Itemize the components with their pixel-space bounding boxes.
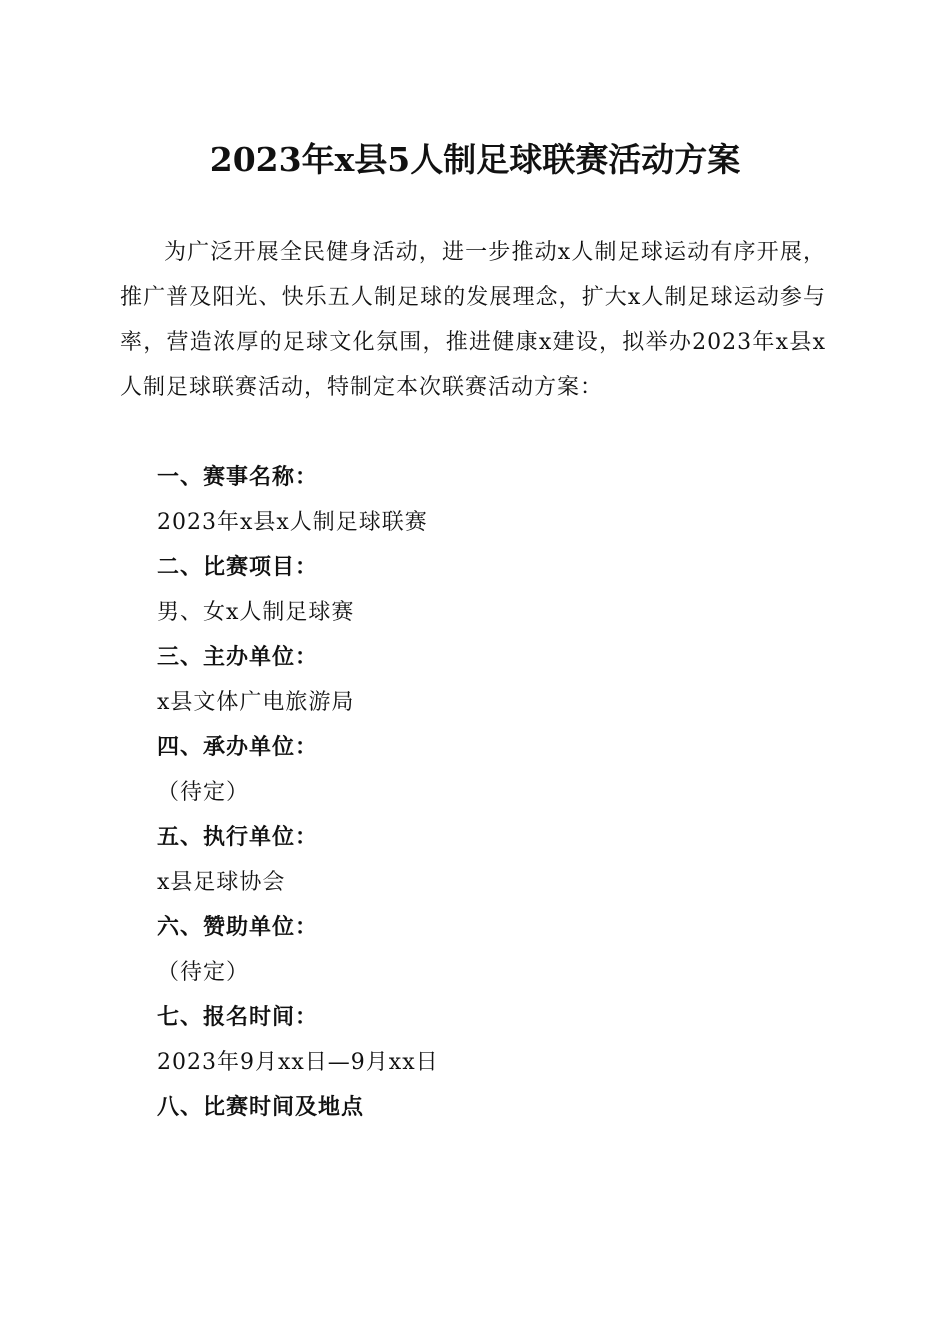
section-body-sponsor: （待定） bbox=[157, 960, 250, 985]
section-heading-event-name: 一、赛事名称： bbox=[157, 465, 319, 490]
section-body-registration-time: 2023年9月xx日—9月xx日 bbox=[157, 1050, 439, 1075]
section-body-undertaker: （待定） bbox=[157, 780, 250, 805]
section-body-events: 男、女x人制足球赛 bbox=[157, 600, 355, 625]
section-heading-registration-time: 七、报名时间： bbox=[157, 1005, 319, 1030]
section-list bbox=[120, 455, 826, 1130]
section-heading-sponsor: 六、赞助单位： bbox=[157, 915, 319, 940]
section-heading-events: 二、比赛项目： bbox=[157, 555, 319, 580]
section-body-executor: x县足球协会 bbox=[157, 870, 286, 895]
section-heading-undertaker: 四、承办单位： bbox=[157, 735, 319, 760]
section-heading-organizer: 三、主办单位： bbox=[157, 645, 319, 670]
section-heading-executor: 五、执行单位： bbox=[157, 825, 319, 850]
section-body-event-name: 2023年x县x人制足球联赛 bbox=[157, 510, 428, 535]
document-title: 2023年x县5人制足球联赛活动方案 bbox=[209, 140, 741, 179]
intro-paragraph: 为广泛开展全民健身活动，进一步推动x人制足球运动有序开展，推广普及阳光、快乐五人制足球的发展理念，扩大x人制足球运动参与率，营造浓厚的足球文化氛围，推进健康x建设，拟举办2023年x县x人制足球联赛活动，特制定本次联赛活动方案： bbox=[120, 240, 826, 400]
section-heading-match-time-venue: 八、比赛时间及地点 bbox=[157, 1095, 365, 1120]
section-body-organizer: x县文体广电旅游局 bbox=[157, 690, 355, 715]
